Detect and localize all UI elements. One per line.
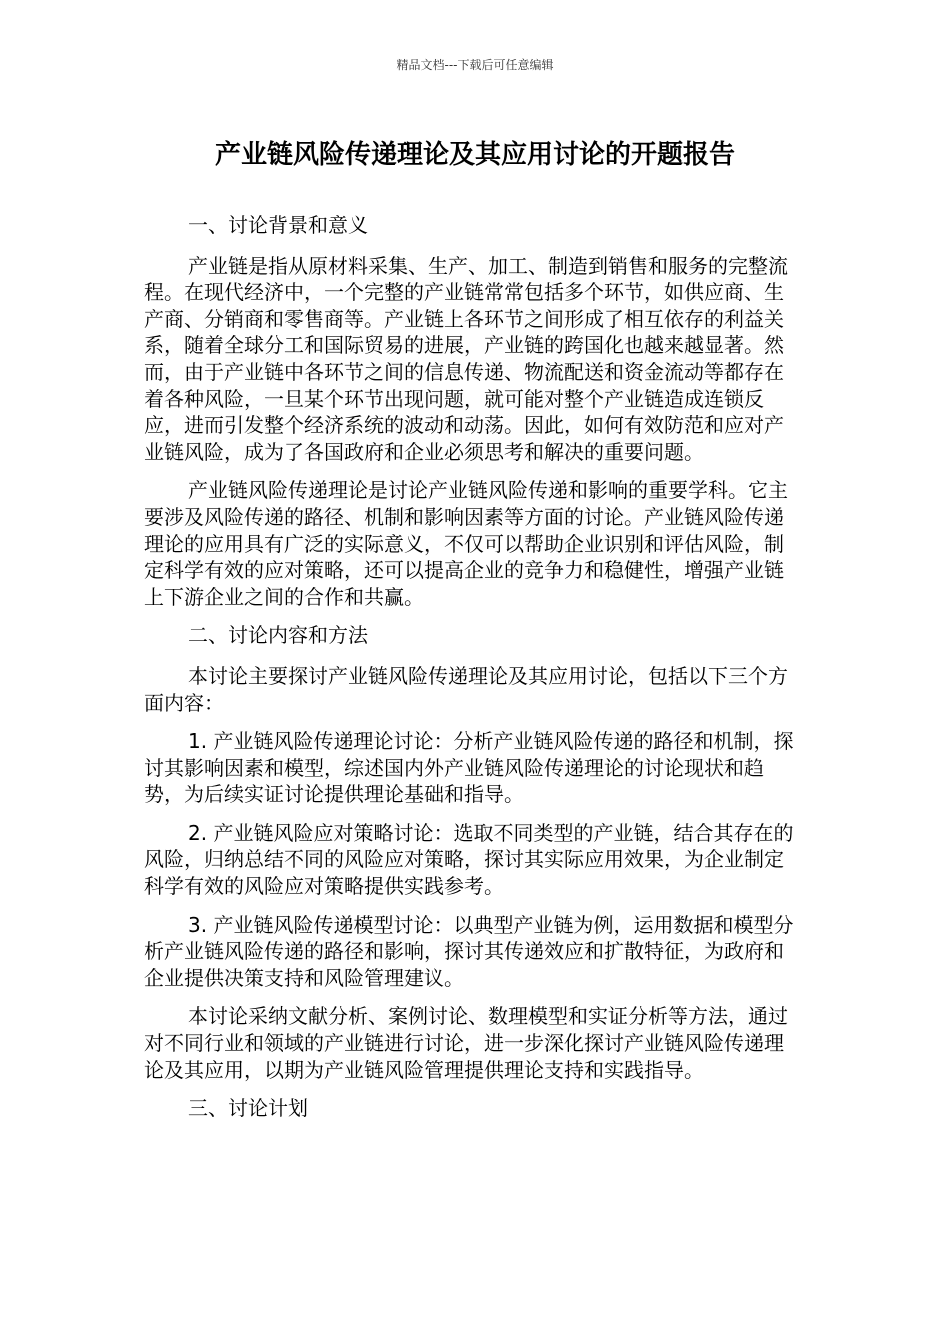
paragraph: 产业链风险传递理论是讨论产业链风险传递和影响的重要学科。它主要涉及风险传递的路径、机制和影响因素等方面的讨论。产业链风险传递理论的应用具有广泛的实际意义，不仅可以帮助企业识别和评估风险，制定科学有效的应对策略，还可以提高企业的竞争力和稳健性，增强产业链上下游企业之间的合作和共赢。 — [144, 478, 788, 609]
page-header-note: 精品文档---下载后可任意编辑 — [396, 58, 554, 72]
list-item: 1. 产业链风险传递理论讨论：分析产业链风险传递的路径和机制，探讨其影响因素和模型，综述国内外产业链风险传递理论的讨论现状和趋势，为后续实证讨论提供理论基础和指导。 — [144, 729, 794, 807]
paragraph: 本讨论主要探讨产业链风险传递理论及其应用讨论，包括以下三个方面内容： — [144, 663, 788, 715]
document-body — [144, 212, 796, 1136]
section-heading: 一、讨论背景和意义 — [188, 213, 368, 237]
paragraph: 本讨论采纳文献分析、案例讨论、数理模型和实证分析等方法，通过对不同行业和领域的产业链进行讨论，进一步深化探讨产业链风险传递理论及其应用，以期为产业链风险管理提供理论支持和实践指导。 — [144, 1004, 788, 1082]
paragraph: 产业链是指从原材料采集、生产、加工、制造到销售和服务的完整流程。在现代经济中，一个完整的产业链常常包括多个环节，如供应商、生产商、分销商和零售商等。产业链上各环节之间形成了相互依存的利益关系，随着全球分工和国际贸易的进展，产业链的跨国化也越来越显著。然而，由于产业链中各环节之间的信息传递、物流配送和资金流动等都存在着各种风险，一旦某个环节出现问题，就可能对整个产业链造成连锁反应，进而引发整个经济系统的波动和动荡。因此，如何有效防范和应对产业链风险，成为了各国政府和企业必须思考和解决的重要问题。 — [144, 253, 788, 464]
list-item: 2. 产业链风险应对策略讨论：选取不同类型的产业链，结合其存在的风险，归纳总结不同的风险应对策略，探讨其实际应用效果，为企业制定科学有效的风险应对策略提供实践参考。 — [144, 820, 794, 899]
list-item: 3. 产业链风险传递模型讨论：以典型产业链为例，运用数据和模型分析产业链风险传递的路径和影响，探讨其传递效应和扩散特征，为政府和企业提供决策支持和风险管理建议。 — [144, 912, 794, 990]
document-title: 产业链风险传递理论及其应用讨论的开题报告 — [214, 140, 735, 170]
section-heading: 三、讨论计划 — [188, 1096, 308, 1121]
section-heading: 二、讨论内容和方法 — [188, 623, 368, 648]
